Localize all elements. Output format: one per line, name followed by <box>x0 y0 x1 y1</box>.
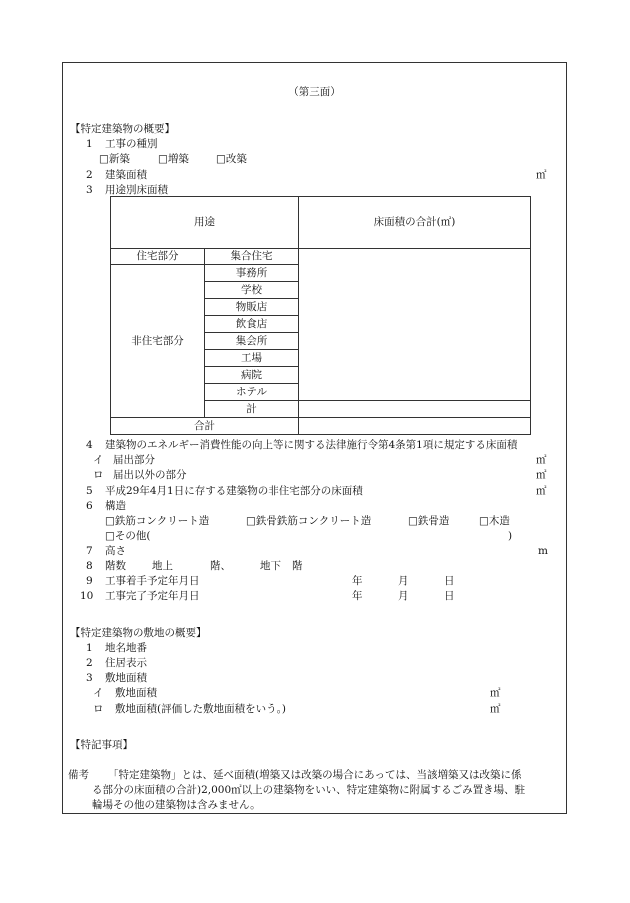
checkbox-rebuild[interactable] <box>216 153 247 166</box>
item4-label: 建築物のエネルギー消費性能の向上等に関する法律施行令第4条第1項に規定する床面積 <box>105 439 518 451</box>
checkbox-other[interactable] <box>105 530 151 543</box>
item6-num: 6 <box>86 500 93 512</box>
residential-use: 集合住宅 <box>205 249 299 265</box>
page-label: （第三面） <box>288 86 341 98</box>
use-office: 事務所 <box>205 265 299 282</box>
item4-sub-a-mark: イ <box>93 454 104 466</box>
end-date-label: 工事完了予定年月日 <box>105 590 200 602</box>
site-sub-a-mark: イ <box>93 687 104 699</box>
residential-category: 住宅部分 <box>111 249 205 265</box>
item9-num: 9 <box>86 575 93 587</box>
col-use-header: 用途 <box>111 197 299 249</box>
use-assembly: 集会所 <box>205 333 299 350</box>
start-day-unit: 日 <box>444 575 455 587</box>
item4-sub-b-unit: ㎡ <box>536 469 547 481</box>
grand-total-input[interactable] <box>299 418 531 435</box>
use-factory: 工場 <box>205 350 299 367</box>
option-new: 新築 <box>108 153 130 165</box>
end-day-unit: 日 <box>444 590 455 602</box>
use-hospital: 病院 <box>205 367 299 384</box>
use-school: 学校 <box>205 282 299 299</box>
checkbox-new[interactable] <box>99 153 130 166</box>
item4-num: 4 <box>86 439 93 451</box>
item4-sub-a: 届出部分 <box>113 454 155 466</box>
end-year-unit: 年 <box>352 590 363 602</box>
site-sub-b-unit: ㎡ <box>490 703 501 715</box>
use-area-table <box>110 196 531 435</box>
floors-above-label: 地上 <box>152 560 173 572</box>
item4-sub-a-unit: ㎡ <box>536 454 547 466</box>
site-item3-num: 3 <box>86 672 93 684</box>
floors-unit-1: 階、 <box>210 560 231 572</box>
site-sub-b-mark: ロ <box>93 703 104 715</box>
use-area-label: 用途別床面積 <box>105 184 168 196</box>
remarks-line-2: る部分の床面積の合計)2,000㎡以上の建築物をいい、特定建築物に附属するごみ置き場、駐 <box>92 784 526 796</box>
site-item1-num: 1 <box>86 642 93 654</box>
item1-num: 1 <box>86 138 93 150</box>
checkbox-rc[interactable] <box>105 515 209 528</box>
start-month-unit: 月 <box>398 575 409 587</box>
building-area-label: 建築面積 <box>105 169 147 181</box>
grand-total-label: 合計 <box>111 418 299 435</box>
height-unit: m <box>538 545 548 557</box>
notes-heading: 【特記事項】 <box>70 739 133 751</box>
floors-label: 階数 <box>105 560 126 572</box>
checkbox-steel[interactable] <box>408 515 449 528</box>
site-address-label: 住居表示 <box>105 657 147 669</box>
use-retail: 物販店 <box>205 299 299 316</box>
option-src: 鉄骨鉄筋コンクリート造 <box>255 515 372 527</box>
option-steel: 鉄骨造 <box>417 515 450 527</box>
item5-label: 平成29年4月1日に存する建築物の非住宅部分の床面積 <box>105 485 363 497</box>
item3-num: 3 <box>86 184 93 196</box>
start-date-label: 工事着手予定年月日 <box>105 575 200 587</box>
item4-sub-b-mark: ロ <box>93 469 104 481</box>
col-total-header: 床面積の合計(㎡) <box>299 197 531 249</box>
site-sub-b: 敷地面積(評価した敷地面積をいう。) <box>115 703 286 715</box>
remarks-line-3: 輪場その他の建築物は含みません。 <box>92 799 261 811</box>
end-month-unit: 月 <box>398 590 409 602</box>
site-area-label: 敷地面積 <box>105 672 147 684</box>
site-heading: 【特定建築物の敷地の概要】 <box>70 627 207 639</box>
construction-label: 工事の種別 <box>105 138 158 150</box>
option-extension: 増築 <box>167 153 189 165</box>
subtotal-input[interactable] <box>299 401 531 418</box>
item2-num: 2 <box>86 169 93 181</box>
floors-unit-2: 階 <box>292 560 303 572</box>
start-year-unit: 年 <box>352 575 363 587</box>
building-area-unit: ㎡ <box>536 169 547 181</box>
use-restaurant: 飲食店 <box>205 316 299 333</box>
option-rebuild: 改築 <box>225 153 247 165</box>
site-item2-num: 2 <box>86 657 93 669</box>
floors-below-label: 地下 <box>260 560 281 572</box>
other-close-paren: ) <box>508 530 513 542</box>
floor-area-input[interactable] <box>299 249 531 401</box>
site-sub-a-unit: ㎡ <box>490 687 501 699</box>
remarks-label: 備考 <box>68 769 89 781</box>
item10-num: 10 <box>80 590 94 602</box>
option-other: その他( <box>114 530 151 542</box>
checkbox-extension[interactable] <box>158 153 189 166</box>
height-label: 高さ <box>105 545 126 557</box>
site-lot-label: 地名地番 <box>105 642 147 654</box>
use-hotel: ホテル <box>205 384 299 401</box>
checkbox-src[interactable] <box>246 515 371 528</box>
item7-num: 7 <box>86 545 93 557</box>
use-subtotal: 計 <box>205 401 299 418</box>
item5-num: 5 <box>86 485 93 497</box>
option-wood: 木造 <box>488 515 510 527</box>
item8-num: 8 <box>86 560 93 572</box>
option-rc: 鉄筋コンクリート造 <box>114 515 210 527</box>
item4-sub-b: 届出以外の部分 <box>113 469 187 481</box>
building-heading: 【特定建築物の概要】 <box>70 123 175 135</box>
structure-label: 構造 <box>105 500 126 512</box>
remarks-line-1: 「特定建築物」とは、延べ面積(増築又は改築の場合にあっては、当該増築又は改築に係 <box>108 769 522 781</box>
checkbox-wood[interactable] <box>479 515 510 528</box>
site-sub-a: 敷地面積 <box>115 687 157 699</box>
item5-unit: ㎡ <box>536 485 547 497</box>
non-residential-category: 非住宅部分 <box>111 265 205 418</box>
